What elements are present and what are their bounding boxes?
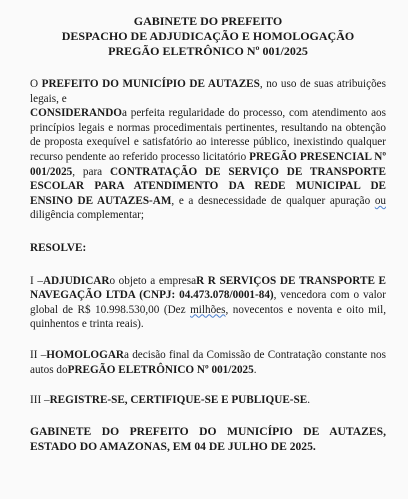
item3-number: III – bbox=[30, 394, 50, 407]
intro-text-end: , no uso de suas atribuições legais, e bbox=[30, 78, 386, 105]
closing-signature-line: GABINETE DO PREFEITO DO MUNICÍPIO DE AUTAZES, ESTADO DO AMAZONAS, EM 04 DE JULHO DE 2025. bbox=[30, 424, 386, 453]
item2-text: a decisão final da Comissão de Contratação constante nos autos do bbox=[30, 348, 387, 376]
document-header bbox=[30, 14, 386, 59]
item1-value: , vencedora com o valor global de R$ 10.998.530,00 (Dez bbox=[30, 289, 386, 316]
considerando-spell-mark: ou bbox=[374, 194, 386, 207]
item1-text: o objeto a empresa bbox=[109, 274, 197, 287]
item2-number: II – bbox=[30, 348, 47, 361]
item1-company: R R SERVIÇOS DE TRANSPORTE E NAVEGAÇÃO LTDA (CNPJ: 04.473.078/0001-84) bbox=[30, 274, 386, 302]
item-homologar bbox=[30, 348, 386, 377]
intro-text: O bbox=[30, 78, 42, 90]
header-office: GABINETE DO PREFEITO bbox=[133, 14, 283, 28]
considerando-paragraph bbox=[30, 106, 386, 223]
item-registre bbox=[30, 393, 386, 408]
item2-keyword: HOMOLOGAR bbox=[46, 348, 124, 361]
item3-keyword: REGISTRE-SE, CERTIFIQUE-SE E PUBLIQUE-SE bbox=[49, 394, 308, 407]
resolve-heading: RESOLVE: bbox=[30, 241, 87, 254]
considerando-text: a perfeita regularidade do processo, com atendimento aos princípios legais e normas procedimentais pertinentes, resultando na obtenção de proposta exequível e satisfatório ao interesse público, inexistindo qualquer recurso pendente ao referido processo licitatório bbox=[30, 107, 386, 163]
header-auction-number: PREGÃO ELETRÔNICO Nº 001/2025 bbox=[108, 44, 308, 58]
considerando-keyword: CONSIDERANDO bbox=[30, 107, 122, 120]
considerando-auction: PREGÃO PRESENCIAL Nº 001/2025 bbox=[30, 150, 387, 178]
item2-auction: PREGÃO ELETRÔNICO Nº 001/2025 bbox=[67, 363, 254, 376]
item1-spell-mark: milhões bbox=[190, 303, 226, 316]
header-dispatch-title: DESPACHO DE ADJUDICAÇÃO E HOMOLOGAÇÃO bbox=[61, 29, 355, 43]
intro-paragraph bbox=[30, 77, 386, 106]
considerando-object: CONTRATAÇÃO DE SERVIÇO DE TRANSPORTE ESCOLAR PARA ATENDIMENTO DA REDE MUNICIPAL DE ENSINO DE AUTAZES-AM bbox=[30, 165, 386, 207]
item3-end: . bbox=[307, 394, 310, 407]
considerando-text-3: , e a desnecessidade de qualquer apuração bbox=[171, 194, 375, 207]
item-adjudicar bbox=[30, 274, 386, 332]
intro-mayor: PREFEITO DO MUNICÍPIO DE AUTAZES bbox=[41, 78, 260, 90]
item1-value-end: , novecentos e noventa e oito mil, quinhentos e trinta reais). bbox=[30, 303, 386, 331]
item1-keyword: ADJUDICAR bbox=[42, 274, 110, 287]
item1-number: I – bbox=[30, 274, 43, 287]
considerando-text-2: , para bbox=[72, 165, 110, 178]
considerando-text-4: diligência complementar; bbox=[30, 209, 145, 222]
item2-end: . bbox=[253, 363, 257, 376]
